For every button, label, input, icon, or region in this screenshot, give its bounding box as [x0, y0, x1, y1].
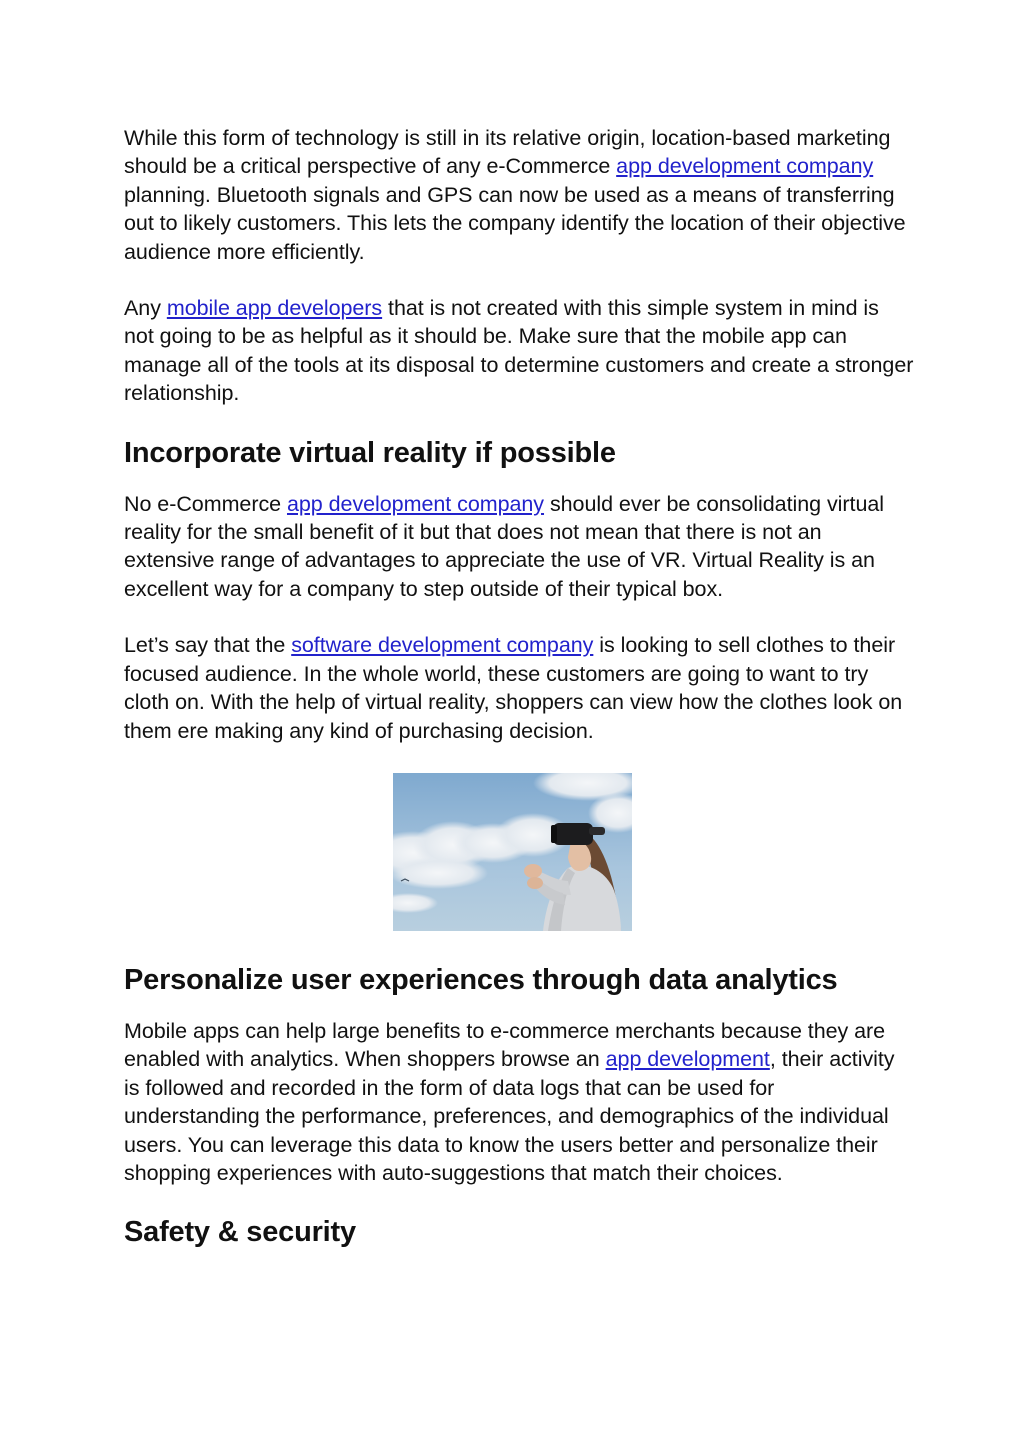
heading-safety-security: Safety & security — [124, 1216, 356, 1249]
paragraph-text: that is not created with this simple system in mind is not going to be as helpful as it should be. Make sure that the mobile app can manage all of the tools at its disposal to determine customers and create a stronger relationship. — [124, 296, 914, 406]
heading-incorporate-virtual-reality: Incorporate virtual reality if possible — [124, 436, 616, 469]
paragraph-location-marketing — [124, 124, 914, 266]
link-app-development-company[interactable]: app development company — [616, 154, 874, 179]
paragraph-text: should ever be consolidating virtual reality for the small benefit of it but that does not mean that there is not an extensive range of advantages to appreciate the use of VR. Virtual Reality is an excellent way for a company to step outside of their typical box. — [124, 491, 884, 601]
paragraph-vr-consolidating — [124, 490, 914, 604]
heading-personalize-user-experiences: Personalize user experiences through data analytics — [124, 963, 838, 996]
paragraph-software-development — [124, 631, 914, 745]
link-software-development-company[interactable]: software development company — [291, 633, 594, 658]
paragraph-text: Let’s say that the — [124, 633, 292, 658]
paragraph-text: planning. Bluetooth signals and GPS can now be used as a means of transferring out to likely customers. This lets the company identify the location of their objective audience more efficiently. — [124, 182, 906, 264]
figure-container — [124, 773, 914, 963]
link-app-development[interactable]: app development — [605, 1047, 770, 1072]
paragraph-mobile-app-developers — [124, 294, 914, 408]
paragraph-text: , their activity is followed and recorded in the form of data logs that can be used for understanding the performance, preferences, and demographics of the individual users. You can leverage this data to know the users better and personalize their shopping experiences with auto-suggestions that match their choices. — [124, 1047, 895, 1185]
paragraph-analytics — [124, 1017, 914, 1187]
paragraph-text: Any — [124, 296, 167, 321]
vr-photo-illustration — [393, 773, 632, 931]
paragraph-text: While this form of technology is still in its relative origin, location-based marketing should be a critical perspective of any e-Commerce — [124, 126, 891, 179]
paragraph-text: is looking to sell clothes to their focused audience. In the whole world, these customers are going to want to try cloth on. With the help of virtual reality, shoppers can view how the clothes look on them ere making any kind of purchasing decision. — [124, 633, 903, 743]
vr-headset-image — [393, 773, 632, 931]
link-app-development-company-2[interactable]: app development company — [286, 491, 545, 516]
link-mobile-app-developers[interactable]: mobile app developers — [166, 296, 383, 321]
paragraph-text: No e-Commerce — [124, 491, 287, 516]
paragraph-text: Mobile apps can help large benefits to e-commerce merchants because they are enabled with analytics. When shoppers browse an — [124, 1018, 886, 1072]
document-page — [124, 124, 914, 1249]
